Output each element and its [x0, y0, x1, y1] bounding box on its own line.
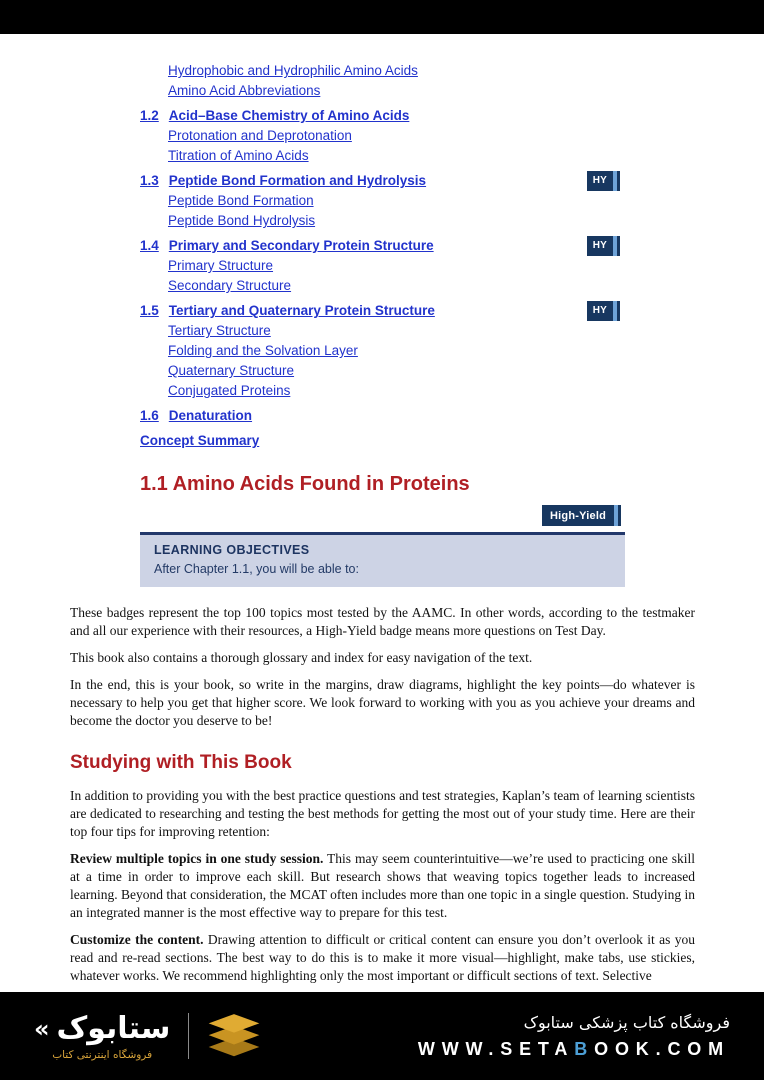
footer — [0, 992, 764, 1080]
toc-item — [140, 304, 620, 318]
toc-item — [168, 149, 620, 163]
high-yield-badge — [542, 505, 621, 526]
hy-badge-label: HY — [587, 236, 613, 256]
toc-link[interactable]: Conjugated Proteins — [168, 383, 291, 398]
toc-section-number[interactable]: 1.5 — [140, 303, 159, 318]
toc-item — [168, 364, 620, 378]
brand-chevron-mark: « — [34, 1014, 50, 1043]
footer-url-pre: WWW.SETA — [417, 1038, 575, 1059]
setabook-logo-icon — [207, 1013, 261, 1059]
hy-badge-tail — [617, 301, 620, 321]
paragraph: These badges represent the top 100 topics most tested by the AAMC. In other words, according to the testmaker and all our experience with their resources, a High-Yield badge means more questions on Test Day. — [70, 605, 695, 638]
page-content — [0, 34, 764, 994]
toc-link[interactable]: Tertiary and Quaternary Protein Structure — [168, 303, 435, 318]
table-of-contents — [140, 64, 620, 448]
tip-text: Drawing attention to difficult or critical content can ensure you don’t overlook it as you read and re-read sections. The best way to do this is to make it more visual—highlight, make tabs, use stickies, whatever works. We recommend highlighting only the most important or difficult sections of text. Selective — [70, 931, 695, 983]
toc-item — [140, 109, 620, 123]
toc-section-number[interactable]: 1.2 — [140, 108, 159, 123]
toc-item — [168, 324, 620, 338]
footer-url — [418, 1039, 730, 1060]
footer-url-post: OOK.COM — [594, 1038, 730, 1059]
toc-link[interactable]: Primary Structure — [168, 258, 274, 273]
studying-heading: Studying with This Book — [70, 751, 292, 773]
toc-link[interactable]: Peptide Bond Formation and Hydrolysis — [168, 173, 427, 188]
footer-persian-text: فروشگاه کتاب پزشکی ستابوک — [523, 1012, 730, 1032]
paragraph: In the end, this is your book, so write in the margins, draw diagrams, highlight the key points—do whatever is necessary to help you get that higher score. We look forward to working with you as you achieve your dreams and become the doctor you deserve to be! — [70, 676, 695, 728]
toc-link[interactable]: Amino Acid Abbreviations — [168, 83, 321, 98]
toc-item — [168, 214, 620, 228]
tip-lead: Review multiple topics in one study session. — [70, 850, 324, 866]
high-yield-badge-row — [140, 505, 625, 526]
toc-item — [140, 409, 620, 423]
toc-link[interactable]: Tertiary Structure — [168, 323, 271, 338]
toc-link[interactable]: Titration of Amino Acids — [168, 148, 309, 163]
toc-section-number[interactable]: 1.6 — [140, 408, 159, 423]
brand-name — [34, 1011, 170, 1046]
tip-text: This may seem counterintuitive—we’re used to practicing one skill at a time in order to improve each skill. But research shows that weaving topics together leads to increased learning. Beyond that consideration, the MCAT often includes more than one topic in a single question. Studying in an integrated manner is the most effective way to prepare for this test. — [70, 850, 695, 920]
hy-badge-tail — [617, 171, 620, 191]
toc-link[interactable]: Acid–Base Chemistry of Amino Acids — [168, 108, 410, 123]
toc-link[interactable]: Concept Summary — [140, 433, 260, 448]
setabook-brand — [34, 1011, 261, 1061]
toc-item — [140, 174, 620, 188]
toc-item — [168, 129, 620, 143]
toc-link[interactable]: Protonation and Deprotonation — [168, 128, 352, 143]
toc-link[interactable]: Folding and the Solvation Layer — [168, 343, 358, 358]
tip-paragraph — [70, 850, 695, 922]
hy-badge — [587, 236, 620, 256]
hy-badge-label: HY — [587, 171, 613, 191]
toc-link[interactable]: Primary and Secondary Protein Structure — [168, 238, 434, 253]
brand-tagline: فروشگاه اینترنتی کتاب — [52, 1049, 153, 1061]
body-text — [70, 604, 695, 985]
hy-badge-label: HY — [587, 301, 613, 321]
footer-right — [418, 1013, 730, 1060]
toc-link[interactable]: Peptide Bond Formation — [168, 193, 314, 208]
brand-wordmark: ستابوک — [56, 1011, 171, 1046]
footer-divider — [188, 1013, 189, 1059]
toc-link[interactable]: Denaturation — [168, 408, 253, 423]
learning-objectives-subtitle: After Chapter 1.1, you will be able to: — [154, 562, 359, 576]
toc-link[interactable]: Hydrophobic and Hydrophilic Amino Acids — [168, 63, 418, 78]
toc-item — [168, 259, 620, 273]
high-yield-badge-label: High-Yield — [542, 505, 614, 526]
toc-item — [168, 194, 620, 208]
toc-item — [168, 64, 620, 78]
brand-text — [34, 1011, 170, 1061]
toc-section-number[interactable]: 1.4 — [140, 238, 159, 253]
toc-item — [168, 84, 620, 98]
toc-link[interactable]: Secondary Structure — [168, 278, 292, 293]
hy-badge-tail — [617, 236, 620, 256]
high-yield-badge-tail — [618, 505, 621, 526]
hy-badge — [587, 301, 620, 321]
toc-link[interactable]: Peptide Bond Hydrolysis — [168, 213, 316, 228]
paragraph: This book also contains a thorough glossary and index for easy navigation of the text. — [70, 649, 533, 665]
toc-item — [168, 344, 620, 358]
paragraph: In addition to providing you with the best practice questions and test strategies, Kaplan’s team of learning scientists are dedicated to researching and testing the best methods for getting the most out of your study time. Here are their top four tips for improving retention: — [70, 787, 695, 839]
hy-badge — [587, 171, 620, 191]
tip-paragraph — [70, 931, 695, 985]
toc-item-concept-summary — [140, 434, 620, 448]
section-heading: 1.1 Amino Acids Found in Proteins — [140, 473, 470, 495]
toc-item — [168, 279, 620, 293]
footer-url-b: B — [574, 1038, 595, 1059]
tip-lead: Customize the content. — [70, 931, 204, 947]
toc-link[interactable]: Quaternary Structure — [168, 363, 295, 378]
top-bar — [0, 0, 764, 34]
toc-section-number[interactable]: 1.3 — [140, 173, 159, 188]
learning-objectives-title: LEARNING OBJECTIVES — [154, 543, 310, 557]
toc-item — [140, 239, 620, 253]
learning-objectives-box — [140, 532, 625, 587]
toc-item — [168, 384, 620, 398]
